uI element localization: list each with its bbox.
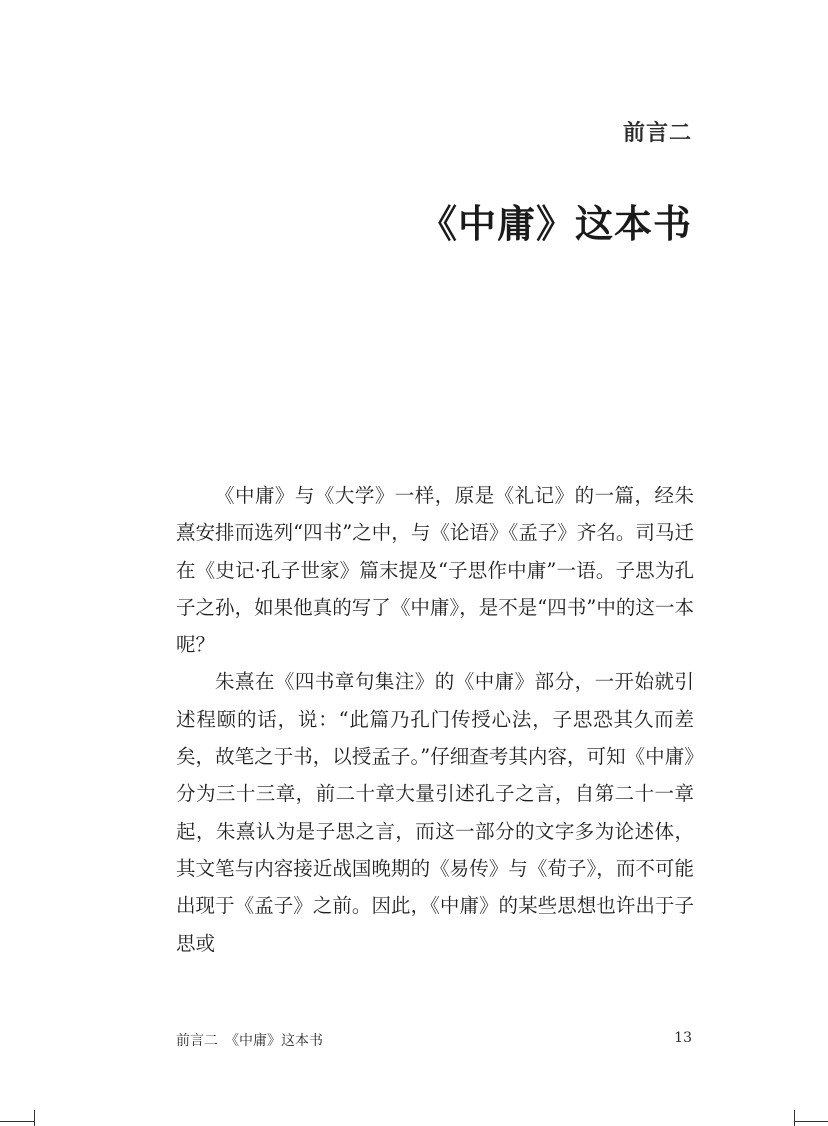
chapter-label: 前言二 <box>622 121 692 146</box>
paragraph-1: 《中庸》与《大学》一样，原是《礼记》的一篇，经朱熹安排而选列“四书”之中，与《论语》《孟子》齐名。司马迁在《史记·孔子世家》篇末提及“子思作中庸”一语。子思为孔子之孙，如果他真的写了《中庸》，是不是“四书”中的这一本呢？ <box>176 484 694 657</box>
body-text <box>176 477 694 962</box>
crop-mark <box>794 1110 795 1126</box>
crop-mark <box>0 1121 34 1122</box>
running-title: 前言二 《中庸》这本书 <box>176 1033 323 1049</box>
paragraph-2: 朱熹在《四书章句集注》的《中庸》部分，一开始就引述程颐的话，说：“此篇乃孔门传授心法，子思恐其久而差矣，故笔之于书，以授孟子。”仔细查考其内容，可知《中庸》分为三十三章，前二十章大量引述孔子之言，自第二十一章起，朱熹认为是子思之言，而这一部分的文字多为论述体，其文笔与内容接近战国晚期的《易传》与《荀子》，而不可能出现于《孟子》之前。因此，《中庸》的某些思想也许出于子思或 <box>176 670 694 955</box>
crop-mark <box>794 1121 828 1122</box>
chapter-title: 《中庸》这本书 <box>418 202 692 246</box>
crop-mark <box>34 1110 35 1126</box>
page-number: 13 <box>674 1030 692 1046</box>
